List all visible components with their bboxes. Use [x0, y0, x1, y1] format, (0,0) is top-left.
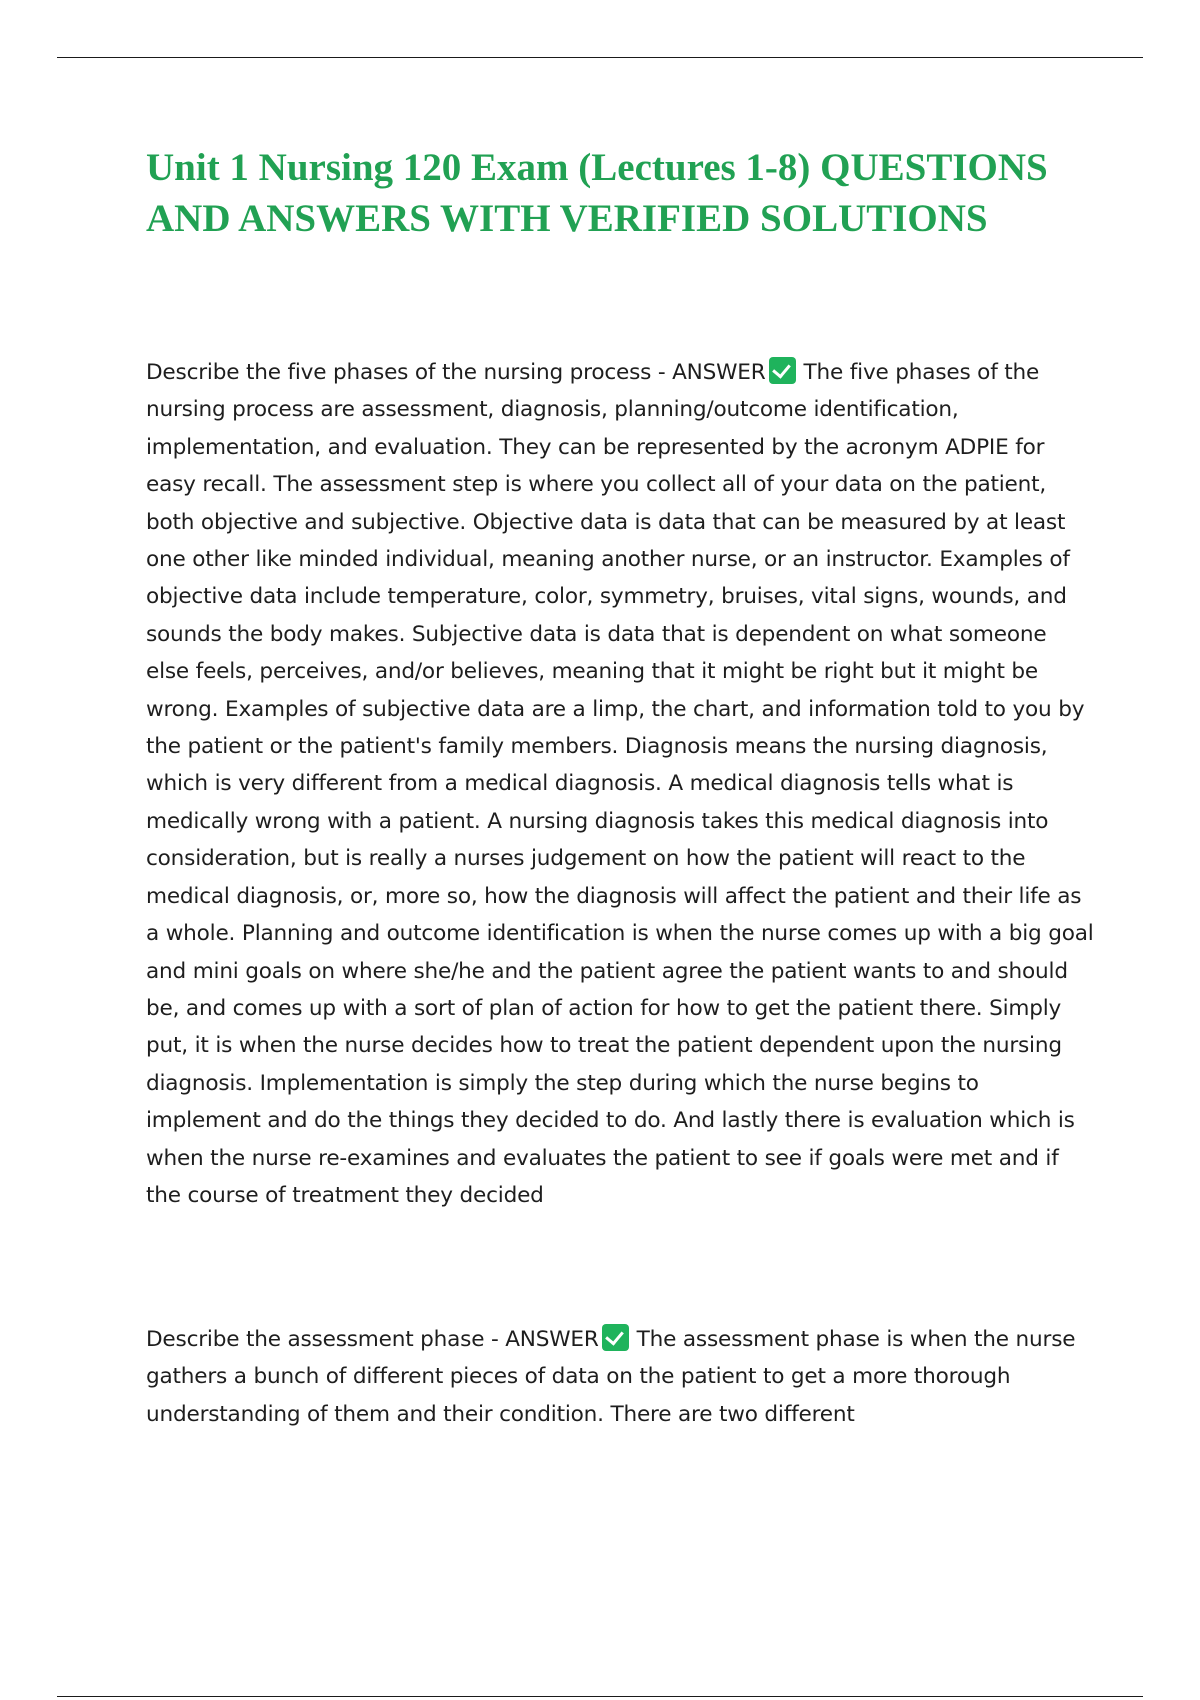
top-rule — [57, 57, 1143, 58]
answer-text: The assessment phase is when the nurse gathers a bunch of different pieces of data on the patient to get a more thorough understanding of them and their condition. There are two different — [146, 1327, 1076, 1427]
document-title: Unit 1 Nursing 120 Exam (Lectures 1-8) QUESTIONS AND ANSWERS WITH VERIFIED SOLUTIONS — [146, 146, 1048, 240]
checkmark-icon — [769, 357, 796, 384]
answer-text: The five phases of the nursing process are assessment, diagnosis, planning/outcome identification, implementation, and evaluation. They can be represented by the acronym ADPIE for easy recall. The assessment step is where you collect all of your data on the patient, both objective and subjective. Objective data is data that can be measured by at least one other like minded individual, meaning another nurse, or an instructor. Examples of objective data include temperature, color, symmetry, bruises, vital signs, wounds, and sounds the body makes. Subjective data is data that is dependent on what someone else feels, perceives, and/or believes, meaning that it might be right but it might be wrong. Examples of subjective data are a limp, the chart, and information told to you by the patient or the patient's family members. Diagnosis means the nursing diagnosis, which is very different from a medical diagnosis. A medical diagnosis tells what is medically wrong with a patient. A nursing diagnosis takes this medical diagnosis into consideration, but is really a nurses judgement on how the patient will react to the medical diagnosis, or, more so, how the diagnosis will affect the patient and their life as a whole. Planning and outcome identification is when the nurse comes up with a big goal and mini goals on where she/he and the patient agree the patient wants to and should be, and comes up with a sort of plan of action for how to get the patient there. Simply put, it is when the nurse decides how to treat the patient dependent upon the nursing diagnosis. Implementation is simply the step during which the nurse begins to implement and do the things they decided to do. And lastly there is evaluation which is when the nurse re-examines and evaluates the patient to see if goals were met and if the course of treatment they decided — [146, 360, 1094, 1208]
qa-item-1 — [146, 354, 1096, 1214]
checkmark-icon — [602, 1324, 629, 1351]
question-text: Describe the assessment phase - ANSWER — [146, 1327, 599, 1352]
question-text: Describe the five phases of the nursing process - ANSWER — [146, 360, 766, 385]
bottom-rule — [57, 1696, 1143, 1697]
qa-item-2 — [146, 1321, 1096, 1433]
